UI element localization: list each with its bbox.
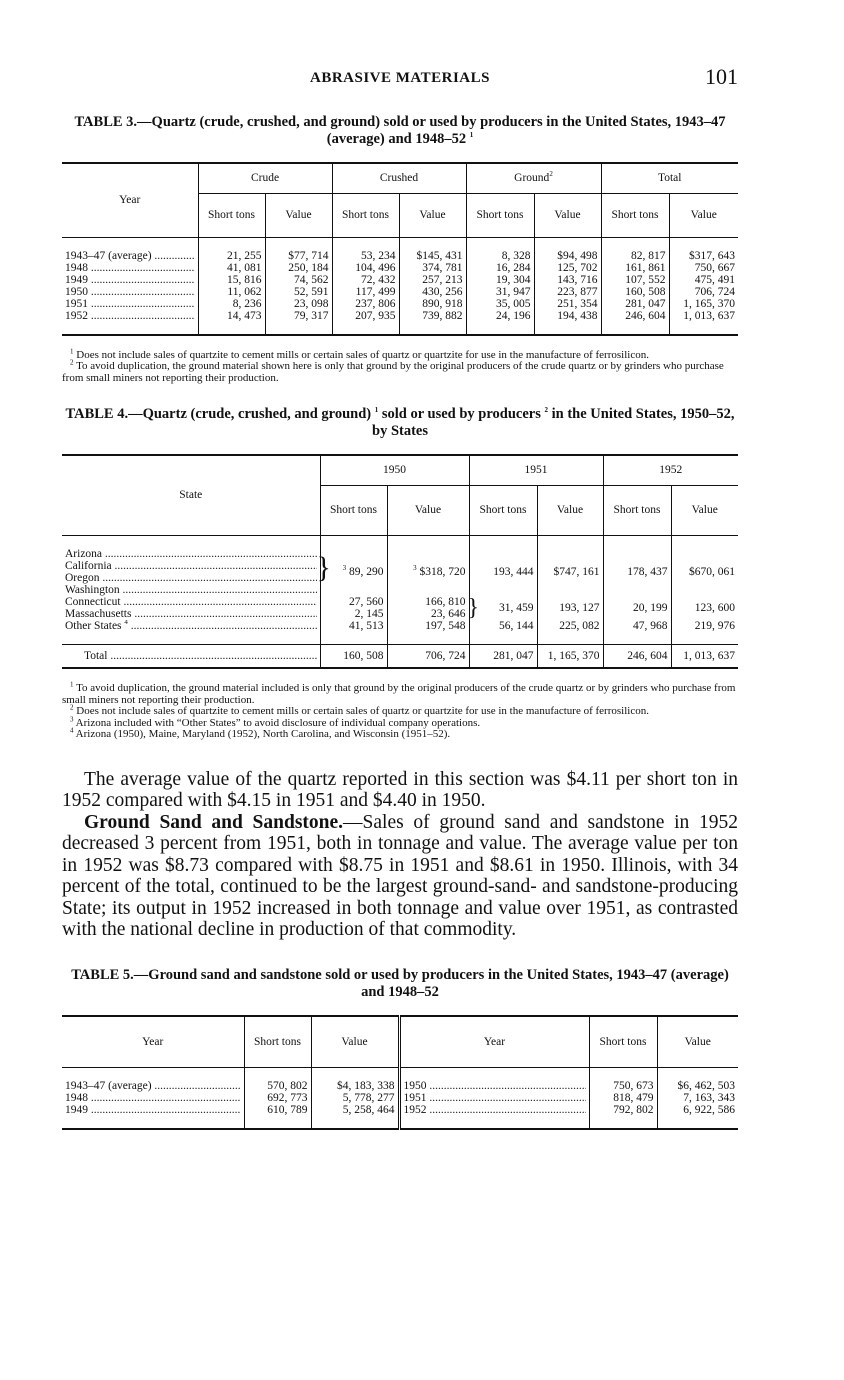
- table4-total-label: Total .....: [84, 650, 317, 662]
- table3-year-label: 1950 .....: [65, 286, 195, 298]
- table3-group-total: Total: [601, 163, 738, 193]
- table4-col-value: Value: [387, 485, 469, 535]
- footnote-text: Does not include sales of quartzite to cement mills or certain sales of quartz or quartzite for use in the manufacture of ferrosilicon.: [76, 348, 649, 361]
- table5-short-tons-header: Short tons: [244, 1016, 311, 1068]
- table3-cell: 35, 005: [466, 298, 534, 310]
- table4-row-total: [62, 644, 738, 668]
- table5-year-cell: [399, 1080, 589, 1092]
- table5-year-label: 1949 .....: [65, 1104, 241, 1116]
- table4-value: 166, 810: [425, 595, 466, 608]
- table3-cell: 246, 604: [601, 310, 669, 322]
- table4-state-name: Connecticut .....: [65, 596, 317, 608]
- table3-cell: 19, 304: [466, 274, 534, 286]
- table3-cell: $94, 498: [534, 250, 601, 262]
- table5-year-cell: [399, 1104, 589, 1116]
- table5-year-cell: [62, 1080, 244, 1092]
- table4-cell: 219, 976: [671, 620, 738, 632]
- table3-body: [62, 250, 738, 322]
- table3-cell: 374, 781: [399, 262, 466, 274]
- table4-value: 23, 646: [431, 607, 466, 620]
- table3-cell: 11, 062: [198, 286, 265, 298]
- table3-cell: $145, 431: [399, 250, 466, 262]
- table3-title-footnote-mark: 1: [469, 131, 474, 140]
- paragraph-text: —Sales of ground sand and sandstone in 1952 decreased 3 percent from 1951, both in tonnage and value. The average value per ton in 1952 was $8.73 compared with $8.75 in 1951 and $8.61 in 1950. Illinois, with 34 percent of the total, continued to be the largest ground-sand- and sandstone-producing State; its output in 1952 increased in both tonnage and value over 1951, as contrasted with the national decline in production of that commodity.: [62, 811, 738, 940]
- running-title: ABRASIVE MATERIALS: [309, 70, 490, 86]
- table3-year-label: 1948 .....: [65, 262, 195, 274]
- table3-title-text: TABLE 3.—Quartz (crude, crushed, and ground) sold or used by producers in the United States, 1943–47 (average) and 1948–52: [74, 114, 726, 147]
- table3-year-cell: [62, 298, 198, 310]
- table5-row: [62, 1080, 738, 1092]
- table5-cell: 5, 778, 277: [311, 1092, 399, 1104]
- table3-cell: 125, 702: [534, 262, 601, 274]
- table3-year-label: 1951 .....: [65, 298, 195, 310]
- footnote-mark: 4: [70, 726, 74, 735]
- table4-cell: 706, 724: [387, 644, 469, 668]
- table3-cell: 237, 806: [332, 298, 399, 310]
- table3-cell: $317, 643: [669, 250, 738, 262]
- table3-row: [62, 286, 738, 298]
- table3-cell: 281, 047: [601, 298, 669, 310]
- table5-year-label: 1950 .....: [404, 1080, 586, 1092]
- footnote-mark: 4: [124, 619, 128, 626]
- table5-year-label: 1951 .....: [404, 1092, 586, 1104]
- table5-body: [62, 1080, 738, 1116]
- table4-total-cell: [62, 644, 320, 668]
- table4-value: 27, 560: [349, 595, 384, 608]
- table3-cell: 15, 816: [198, 274, 265, 286]
- table4-footnotes: [62, 680, 738, 741]
- table3-year-cell: [62, 286, 198, 298]
- table4-cell: [387, 548, 469, 596]
- table3-col-short-tons: Short tons: [198, 193, 265, 237]
- paragraph: [62, 812, 738, 941]
- table4-cell: 56, 144: [469, 620, 537, 632]
- footnote-mark: 3: [70, 714, 74, 723]
- table4-year-1951: 1951: [469, 455, 603, 485]
- brace-glyph: }: [467, 594, 480, 621]
- table3-year-cell: [62, 274, 198, 286]
- table3-ground-footnote-mark: 2: [549, 170, 553, 179]
- footnote-text: Arizona included with “Other States” to avoid disclosure of individual company operations.: [75, 716, 481, 729]
- table4-state-name: California .....: [65, 560, 317, 572]
- table3: [62, 162, 738, 336]
- table4-cell: 160, 508: [320, 644, 387, 668]
- table3-cell: 430, 256: [399, 286, 466, 298]
- table4-title: [62, 406, 738, 440]
- table4-state-name: Massachusetts .....: [65, 608, 317, 620]
- table3-cell: 23, 098: [265, 298, 332, 310]
- table3-cell: 16, 284: [466, 262, 534, 274]
- table5-cell: 692, 773: [244, 1092, 311, 1104]
- table3-group-crushed: Crushed: [332, 163, 466, 193]
- table3-cell: 14, 473: [198, 310, 265, 322]
- table3-year-cell: [62, 262, 198, 274]
- table4-footnote: [62, 726, 738, 741]
- table4-value: 31, 459: [499, 601, 534, 614]
- table4-state-label: Other States: [65, 619, 122, 632]
- table4-title-footnote-mark: 2: [544, 406, 548, 415]
- table3-cell: 52, 591: [265, 286, 332, 298]
- table4-state-cell: [62, 620, 320, 632]
- table3-cell: 739, 882: [399, 310, 466, 322]
- table3-cell: 890, 918: [399, 298, 466, 310]
- table3-footnote: [62, 358, 738, 384]
- table5-short-tons-header: Short tons: [589, 1016, 657, 1068]
- table4-col-value: Value: [537, 485, 603, 535]
- table3-cell: 143, 716: [534, 274, 601, 286]
- table4-title-part: TABLE 4.—Quartz (crude, crushed, and ground): [65, 406, 372, 422]
- table3-cell: 107, 552: [601, 274, 669, 286]
- table4-value: 89, 290: [349, 565, 384, 578]
- table5-cell: 750, 673: [589, 1080, 657, 1092]
- table5-cell: 5, 258, 464: [311, 1104, 399, 1116]
- table4-cell: 281, 047: [469, 644, 537, 668]
- table5-year-label: 1952 .....: [404, 1104, 586, 1116]
- table4-cell: 1, 165, 370: [537, 644, 603, 668]
- table4-value: 2, 145: [354, 607, 384, 620]
- body-text: [62, 769, 738, 941]
- table3-row: [62, 274, 738, 286]
- table3-cell: 251, 354: [534, 298, 601, 310]
- table3-cell: 750, 667: [669, 262, 738, 274]
- paragraph: The average value of the quartz reported in this section was $4.11 per short ton in 1952 compared with $4.15 in 1951 and $4.40 in 1950.: [62, 768, 738, 811]
- table4-cell: 225, 082: [537, 620, 603, 632]
- table4-cell: $670, 061: [671, 548, 738, 596]
- table3-cell: $77, 714: [265, 250, 332, 262]
- table4-col-short-tons: Short tons: [469, 485, 537, 535]
- table3-year-label: 1952 .....: [65, 310, 195, 322]
- table3-year-header: Year: [62, 163, 198, 237]
- table4-cell: [320, 596, 387, 620]
- table4-title-part: in the United States, 1950–52, by States: [372, 406, 735, 439]
- table4-cell: 178, 437: [603, 548, 671, 596]
- section-heading: Ground Sand and Sandstone.: [84, 811, 344, 833]
- table3-footnotes: [62, 346, 738, 385]
- table4-state-cell: [62, 596, 320, 620]
- table4-cell: [469, 596, 537, 620]
- table3-cell: 194, 438: [534, 310, 601, 322]
- table5-cell: $6, 462, 503: [657, 1080, 738, 1092]
- table5-year-cell: [399, 1092, 589, 1104]
- table5-cell: 570, 802: [244, 1080, 311, 1092]
- table4-cell: 123, 600: [671, 596, 738, 620]
- footnote-mark: 1: [70, 346, 74, 355]
- table5-cell: 818, 479: [589, 1092, 657, 1104]
- table5-value-header: Value: [311, 1016, 399, 1068]
- table4-state-name: Washington .....: [65, 584, 317, 596]
- table3-cell: 475, 491: [669, 274, 738, 286]
- table4-cell: 197, 548: [387, 620, 469, 632]
- table3-group-ground: [466, 163, 601, 193]
- table4-col-short-tons: Short tons: [603, 485, 671, 535]
- table3-row: [62, 250, 738, 262]
- table3-year-label: 1949 .....: [65, 274, 195, 286]
- footnote-mark: 1: [70, 680, 74, 689]
- table3-col-short-tons: Short tons: [332, 193, 399, 237]
- table4-state-header: State: [62, 455, 320, 535]
- table3-cell: 74, 562: [265, 274, 332, 286]
- table3-cell: 706, 724: [669, 286, 738, 298]
- table5-value-header: Value: [657, 1016, 738, 1068]
- table4-cell: [316, 548, 387, 596]
- table5-cell: 6, 922, 586: [657, 1104, 738, 1116]
- table4-state-name: Oregon .....: [65, 572, 317, 584]
- table3-cell: 117, 499: [332, 286, 399, 298]
- table4-cell: [387, 596, 469, 620]
- table4-value: $318, 720: [419, 565, 466, 578]
- footnote-mark: 3: [413, 563, 417, 572]
- table5-year-header: Year: [62, 1016, 244, 1068]
- table4-cell: $747, 161: [537, 548, 603, 596]
- table3-cell: 257, 213: [399, 274, 466, 286]
- table3-cell: 1, 013, 637: [669, 310, 738, 322]
- table3-year-cell: [62, 310, 198, 322]
- table4-cell: 41, 513: [320, 620, 387, 632]
- table3-year-label: 1943–47 (average) .....: [65, 250, 195, 262]
- table3-cell: 160, 508: [601, 286, 669, 298]
- table3-row: [62, 310, 738, 322]
- table4-cell: 20, 199: [603, 596, 671, 620]
- footnote-text: Arizona (1950), Maine, Maryland (1952), North Carolina, and Wisconsin (1951–52).: [75, 728, 451, 740]
- table5-cell: 7, 163, 343: [657, 1092, 738, 1104]
- table3-row: [62, 298, 738, 310]
- table3-cell: 207, 935: [332, 310, 399, 322]
- table5-cell: 792, 802: [589, 1104, 657, 1116]
- page-number: 101: [705, 64, 738, 89]
- table3-cell: 79, 317: [265, 310, 332, 322]
- table3-cell: 82, 817: [601, 250, 669, 262]
- table4-state-name: [65, 620, 317, 632]
- footnote-text: Does not include sales of quartzite to cement mills or certain sales of quartz or quartzite for use in the manufacture of ferrosilicon.: [76, 705, 649, 717]
- table4-col-value: Value: [671, 485, 738, 535]
- table3-group-crude: Crude: [198, 163, 332, 193]
- footnote-mark: 3: [342, 563, 347, 572]
- footnote-text: To avoid duplication, the ground material shown here is only that ground by the original producers of the crude quartz or by grinders who purchase from small miners not reporting their production.: [62, 360, 724, 384]
- table4-year-1950: 1950: [320, 455, 469, 485]
- table5: [62, 1015, 738, 1131]
- table3-cell: 8, 328: [466, 250, 534, 262]
- table3-cell: 104, 496: [332, 262, 399, 274]
- table4-state-name: Arizona .....: [65, 548, 317, 560]
- table3-row: [62, 262, 738, 274]
- table4-title-footnote-mark: 1: [374, 406, 379, 415]
- table3-cell: 41, 081: [198, 262, 265, 274]
- table5-year-label: 1943–47 (average) .....: [65, 1080, 241, 1092]
- table5-year-label: 1948 .....: [65, 1092, 241, 1104]
- table5-year-header: Year: [399, 1016, 589, 1068]
- page-header: [62, 60, 738, 100]
- table3-cell: 250, 184: [265, 262, 332, 274]
- footnote-mark: 2: [70, 703, 74, 712]
- table3-cell: 31, 947: [466, 286, 534, 298]
- table3-cell: 24, 196: [466, 310, 534, 322]
- table5-year-cell: [62, 1104, 244, 1116]
- table4-cell: 193, 444: [469, 548, 537, 596]
- table4-cell: 193, 127: [537, 596, 603, 620]
- table3-cell: 72, 432: [332, 274, 399, 286]
- footnote-text: To avoid duplication, the ground material included is only that ground by the original producers of the crude quartz or by grinders who purchase from small miners not reporting their production.: [62, 682, 736, 706]
- table4-footnote: [62, 680, 738, 706]
- table5-title: TABLE 5.—Ground sand and sandstone sold or used by producers in the United States, 1943–47 (average) and 1948–52: [71, 966, 729, 1000]
- table4-cell: 1, 013, 637: [671, 644, 738, 668]
- table4-cell: 246, 604: [603, 644, 671, 668]
- brace-glyph: }: [316, 550, 331, 584]
- table4-row-group: [62, 548, 738, 596]
- table3-cell: 223, 877: [534, 286, 601, 298]
- table5-row: [62, 1092, 738, 1104]
- table3-col-value: Value: [669, 193, 738, 237]
- table4-row-other: [62, 620, 738, 632]
- table5-cell: $4, 183, 338: [311, 1080, 399, 1092]
- footnote-mark: 2: [70, 358, 74, 367]
- table4-title-part: sold or used by producers: [381, 406, 541, 422]
- table5-row: [62, 1104, 738, 1116]
- table3-group-ground-label: Ground: [514, 172, 550, 185]
- table4-state-group-cell: [62, 548, 320, 596]
- table4-cell: 47, 968: [603, 620, 671, 632]
- table3-cell: 8, 236: [198, 298, 265, 310]
- table3-col-short-tons: Short tons: [466, 193, 534, 237]
- table3-cell: 53, 234: [332, 250, 399, 262]
- table5-year-cell: [62, 1092, 244, 1104]
- table3-col-value: Value: [534, 193, 601, 237]
- table5-cell: 610, 789: [244, 1104, 311, 1116]
- table3-col-value: Value: [399, 193, 466, 237]
- table3-title: [62, 114, 738, 148]
- table3-cell: 21, 255: [198, 250, 265, 262]
- table4-row-ct-ma: [62, 596, 738, 620]
- table4-col-short-tons: Short tons: [320, 485, 387, 535]
- table3-year-cell: [62, 250, 198, 262]
- table3-cell: 161, 861: [601, 262, 669, 274]
- table4: [62, 454, 738, 669]
- table3-cell: 1, 165, 370: [669, 298, 738, 310]
- table3-col-short-tons: Short tons: [601, 193, 669, 237]
- document-page: [62, 60, 738, 1130]
- table3-col-value: Value: [265, 193, 332, 237]
- table4-year-1952: 1952: [603, 455, 738, 485]
